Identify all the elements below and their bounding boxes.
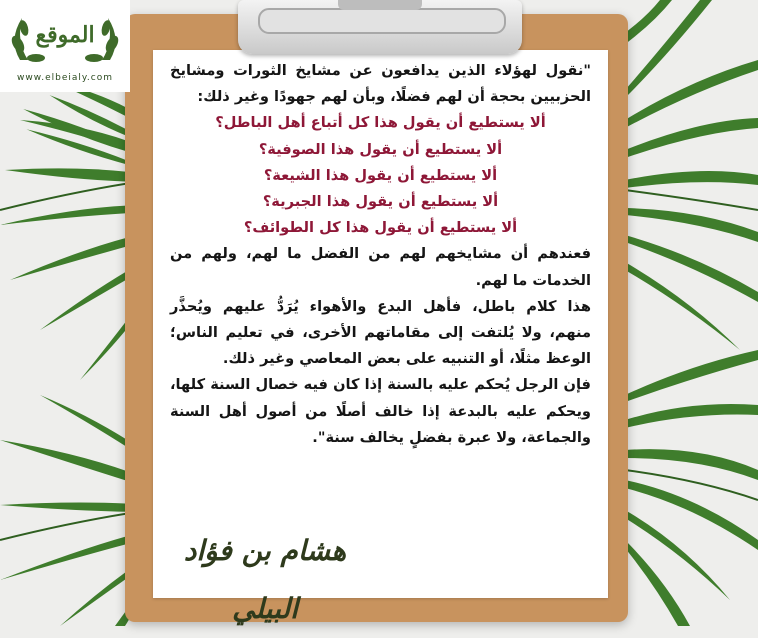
body-paragraph: هذا كلام باطل، فأهل البدع والأهواء يُرَدُّ عليهم ويُحذَّر منهم، ولا يُلتفت إلى مقاماتهم الأخرى، في تعليم الناس؛ الوعظ مثلًا، أو التنبيه على بعض المعاصي وغير ذلك. bbox=[170, 297, 591, 368]
question-line: ألا يستطيع أن يقول هذا كل أتباع أهل الباطل؟ bbox=[215, 114, 546, 132]
site-url: www.elbeialy.com bbox=[16, 73, 114, 83]
article-body bbox=[170, 58, 591, 528]
site-logo bbox=[0, 0, 130, 92]
clip-slot bbox=[258, 8, 506, 34]
author-signature: هشام بن فؤاد البيلي bbox=[183, 534, 347, 625]
clip-top bbox=[338, 0, 422, 10]
body-paragraph: فعندهم أن مشايخهم لهم من الفضل ما لهم، ولهم من الخدمات ما لهم. bbox=[170, 245, 591, 289]
logo-word: الموقع bbox=[35, 22, 95, 48]
body-paragraph: فإن الرجل يُحكم عليه بالسنة إذا كان فيه خصال السنة كلها، ويحكم عليه بالبدعة إذا خالف أصلًا من أصول أهل السنة والجماعة، ولا عبرة بفضلٍ يخالف سنة". bbox=[170, 376, 591, 446]
question-line: ألا يستطيع أن يقول هذا كل الطوائف؟ bbox=[243, 219, 518, 237]
question-line: ألا يستطيع أن يقول هذا الشيعة؟ bbox=[263, 166, 498, 184]
question-line: ألا يستطيع أن يقول هذا الجبرية؟ bbox=[262, 193, 499, 211]
intro-paragraph: "نقول لهؤلاء الذين يدافعون عن مشايخ الثورات ومشايخ الحزبيين بحجة أن لهم فضلًا، وبأن لهم جهودًا وغير ذلك: bbox=[170, 62, 591, 106]
question-line: ألا يستطيع أن يقول هذا الصوفية؟ bbox=[258, 140, 503, 158]
